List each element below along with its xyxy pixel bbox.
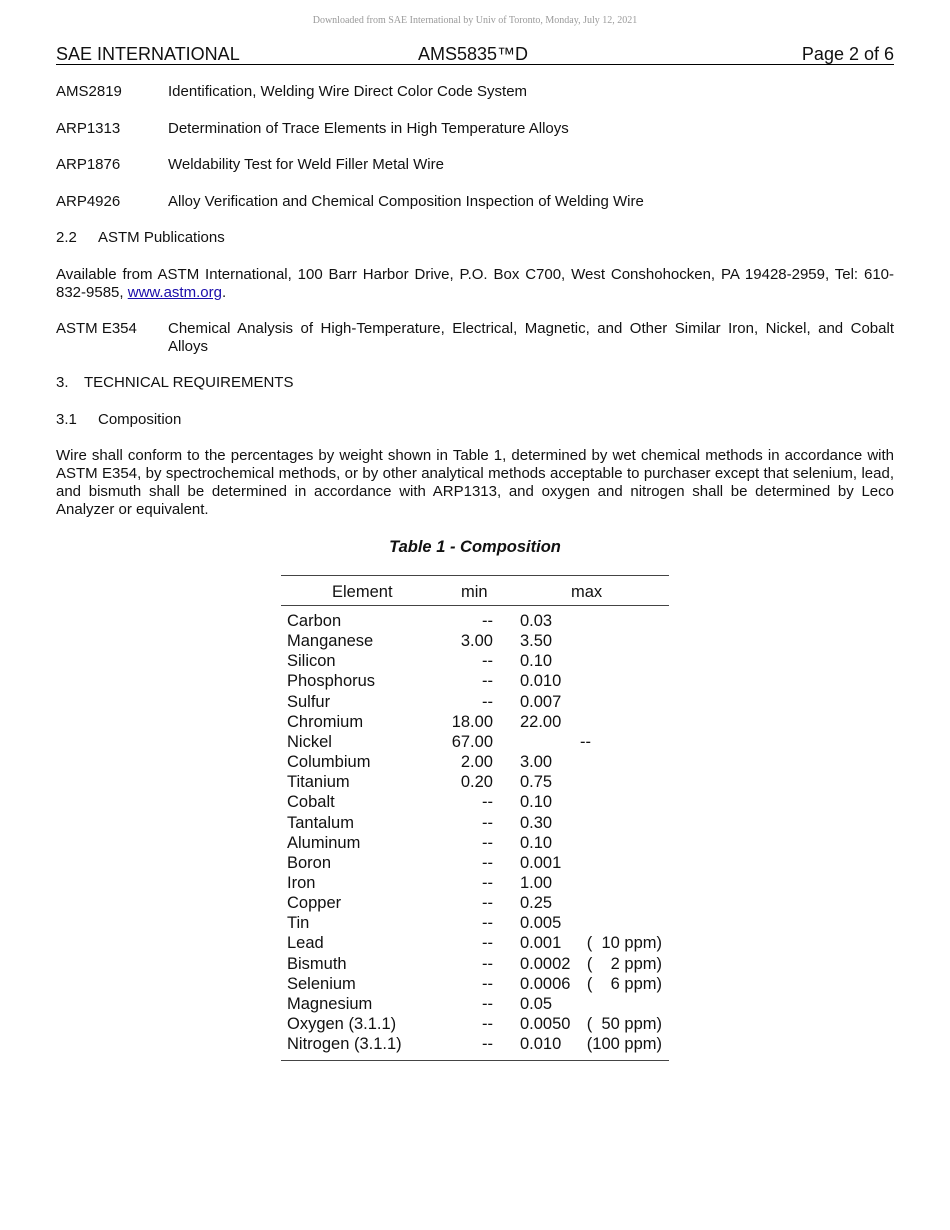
cell-element: Chromium (287, 712, 364, 731)
cell-min: -- (482, 793, 493, 812)
table-row (281, 651, 669, 671)
cell-element: Magnesium (287, 994, 373, 1013)
table-row (281, 893, 669, 913)
cell-max: 0.010 (520, 672, 562, 691)
cell-min: 0.20 (460, 773, 493, 792)
header-min: min (461, 583, 488, 601)
cell-element: Bismuth (287, 954, 347, 973)
cell-ppm: ( 10 ppm) (586, 934, 662, 953)
cell-max: 0.001 (520, 934, 562, 953)
reference-astm-e354 (56, 320, 894, 356)
cell-min: -- (482, 873, 493, 892)
cell-max: 0.010 (520, 1035, 562, 1054)
cell-element: Copper (287, 894, 342, 913)
table-row (281, 933, 669, 953)
cell-element: Titanium (287, 773, 350, 792)
table-row (281, 611, 669, 631)
cell-element: Nickel (287, 732, 332, 751)
cell-max: 0.10 (520, 833, 553, 852)
astm-website-link[interactable]: www.astm.org (127, 284, 222, 301)
astm-availability-paragraph (56, 266, 894, 302)
cell-max: 0.005 (520, 914, 562, 933)
cell-max: 0.25 (520, 894, 553, 913)
reference-title: Determination of Trace Elements in High Temperature Alloys (168, 120, 569, 137)
table-row (281, 752, 669, 772)
cell-ppm: ( 6 ppm) (586, 974, 662, 993)
table-row (281, 1014, 669, 1034)
reference-title: Weldability Test for Weld Filler Metal Wire (168, 156, 444, 173)
cell-min: -- (482, 934, 493, 953)
table-row (281, 873, 669, 893)
cell-min: -- (482, 833, 493, 852)
cell-min: -- (482, 974, 493, 993)
cell-element: Sulfur (287, 692, 331, 711)
section-number: 3. (56, 374, 69, 391)
cell-element: Selenium (287, 974, 356, 993)
header-bottom-rule (281, 605, 669, 606)
cell-min: -- (482, 672, 493, 691)
table-caption: Table 1 - Composition (389, 538, 561, 556)
section-2-2-heading (56, 229, 225, 247)
cell-ppm: (100 ppm) (586, 1035, 662, 1054)
table-row (281, 813, 669, 833)
header-page-number: Page 2 of 6 (801, 44, 894, 64)
cell-max-dash: -- (580, 732, 591, 751)
availability-text: Available from ASTM International, 100 Barr Harbor Drive, P.O. Box C700, West Conshohocken, PA 19428-2959, Tel: 610-832-9585, (56, 266, 894, 301)
cell-max: 0.0002 (520, 954, 571, 973)
table-row (281, 772, 669, 792)
cell-max: 0.75 (520, 773, 553, 792)
table-row (281, 692, 669, 712)
reference-code: ARP1876 (56, 156, 121, 173)
cell-min: 18.00 (451, 712, 493, 731)
table-row (281, 712, 669, 732)
table-row (281, 974, 669, 994)
table-row (281, 913, 669, 933)
section-3-1-heading (56, 411, 181, 429)
cell-element: Manganese (287, 632, 374, 651)
cell-max: 0.0006 (520, 974, 571, 993)
table-top-rule (281, 575, 669, 576)
cell-min: -- (482, 994, 493, 1013)
cell-element: Boron (287, 853, 332, 872)
table-row (281, 853, 669, 873)
reference-code: ARP1313 (56, 120, 121, 137)
download-watermark: Downloaded from SAE International by Univ of Toronto, Monday, July 12, 2021 (312, 15, 638, 26)
cell-element: Silicon (287, 652, 336, 671)
cell-max: 22.00 (520, 712, 562, 731)
cell-element: Cobalt (287, 793, 335, 812)
table-row (281, 732, 669, 752)
cell-max: 0.0050 (520, 1015, 571, 1033)
section-number: 2.2 (56, 229, 77, 246)
cell-min: -- (482, 954, 493, 973)
header-max: max (571, 583, 603, 601)
cell-min: -- (482, 692, 493, 711)
section-3-heading (56, 374, 293, 392)
cell-min: 67.00 (451, 732, 493, 751)
cell-min: -- (482, 894, 493, 913)
cell-max: 0.001 (520, 853, 562, 872)
reference-title: Alloy Verification and Chemical Composition Inspection of Welding Wire (168, 193, 644, 210)
cell-element: Lead (287, 934, 324, 953)
table-row (281, 792, 669, 812)
cell-ppm: ( 2 ppm) (586, 954, 662, 973)
cell-min: -- (482, 914, 493, 933)
table-row (281, 833, 669, 853)
cell-element: Oxygen (3.1.1) (287, 1015, 397, 1033)
reference-title: Identification, Welding Wire Direct Color Code System (168, 83, 528, 100)
cell-element: Phosphorus (287, 672, 376, 691)
cell-min: -- (482, 652, 493, 671)
cell-max: 0.30 (520, 813, 553, 832)
availability-trailing: . (221, 284, 227, 301)
composition-table (281, 575, 669, 1061)
cell-element: Tantalum (287, 813, 354, 832)
cell-element: Columbium (287, 753, 371, 772)
cell-max: 3.00 (520, 753, 553, 772)
section-number: 3.1 (56, 411, 77, 428)
reference-code: AMS2819 (56, 83, 122, 100)
cell-min: -- (482, 1035, 493, 1054)
table-row (281, 631, 669, 651)
header-element: Element (332, 583, 393, 601)
cell-element: Nitrogen (3.1.1) (287, 1035, 402, 1054)
cell-max: 0.10 (520, 652, 553, 671)
cell-element: Iron (287, 873, 316, 892)
cell-max: 0.10 (520, 793, 553, 812)
cell-element: Aluminum (287, 833, 361, 852)
header-doc-id: AMS5835™D (418, 44, 529, 64)
reference-code: ASTM E354 (56, 320, 137, 337)
cell-max: 3.50 (520, 632, 553, 651)
cell-max: 1.00 (520, 873, 553, 892)
cell-min: -- (482, 813, 493, 832)
reference-title: Chemical Analysis of High-Temperature, Electrical, Magnetic, and Other Similar Iron, Nickel, and Cobalt Alloys (168, 320, 894, 355)
header-org: SAE INTERNATIONAL (56, 44, 240, 64)
cell-max: 0.05 (520, 994, 553, 1013)
table-bottom-rule (281, 1060, 669, 1061)
section-title: ASTM Publications (98, 229, 225, 246)
cell-min: -- (482, 1015, 493, 1033)
cell-ppm: ( 50 ppm) (586, 1015, 662, 1033)
section-title: Composition (98, 411, 182, 428)
cell-element: Carbon (287, 612, 342, 630)
reference-code: ARP4926 (56, 193, 121, 210)
cell-min: 3.00 (460, 632, 493, 651)
cell-max: 0.03 (520, 612, 553, 630)
cell-max: 0.007 (520, 692, 562, 711)
page-header (56, 44, 894, 65)
cell-min: 2.00 (460, 753, 493, 772)
section-title: TECHNICAL REQUIREMENTS (84, 374, 294, 391)
cell-element: Tin (287, 914, 310, 933)
table-row (281, 671, 669, 691)
cell-min: -- (482, 853, 493, 872)
table-row (281, 1034, 669, 1054)
table-row (281, 954, 669, 974)
cell-min: -- (482, 612, 493, 630)
composition-paragraph: Wire shall conform to the percentages by weight shown in Table 1, determined by wet chemical methods in accordance with ASTM E354, by spectrochemical methods, or by other analytical methods acceptable to purchaser except that selenium, lead, and bismuth shall be determined in accordance with ARP1313, and oxygen and nitrogen shall be determined by Leco Analyzer or equivalent. (56, 447, 894, 518)
table-row (281, 994, 669, 1014)
